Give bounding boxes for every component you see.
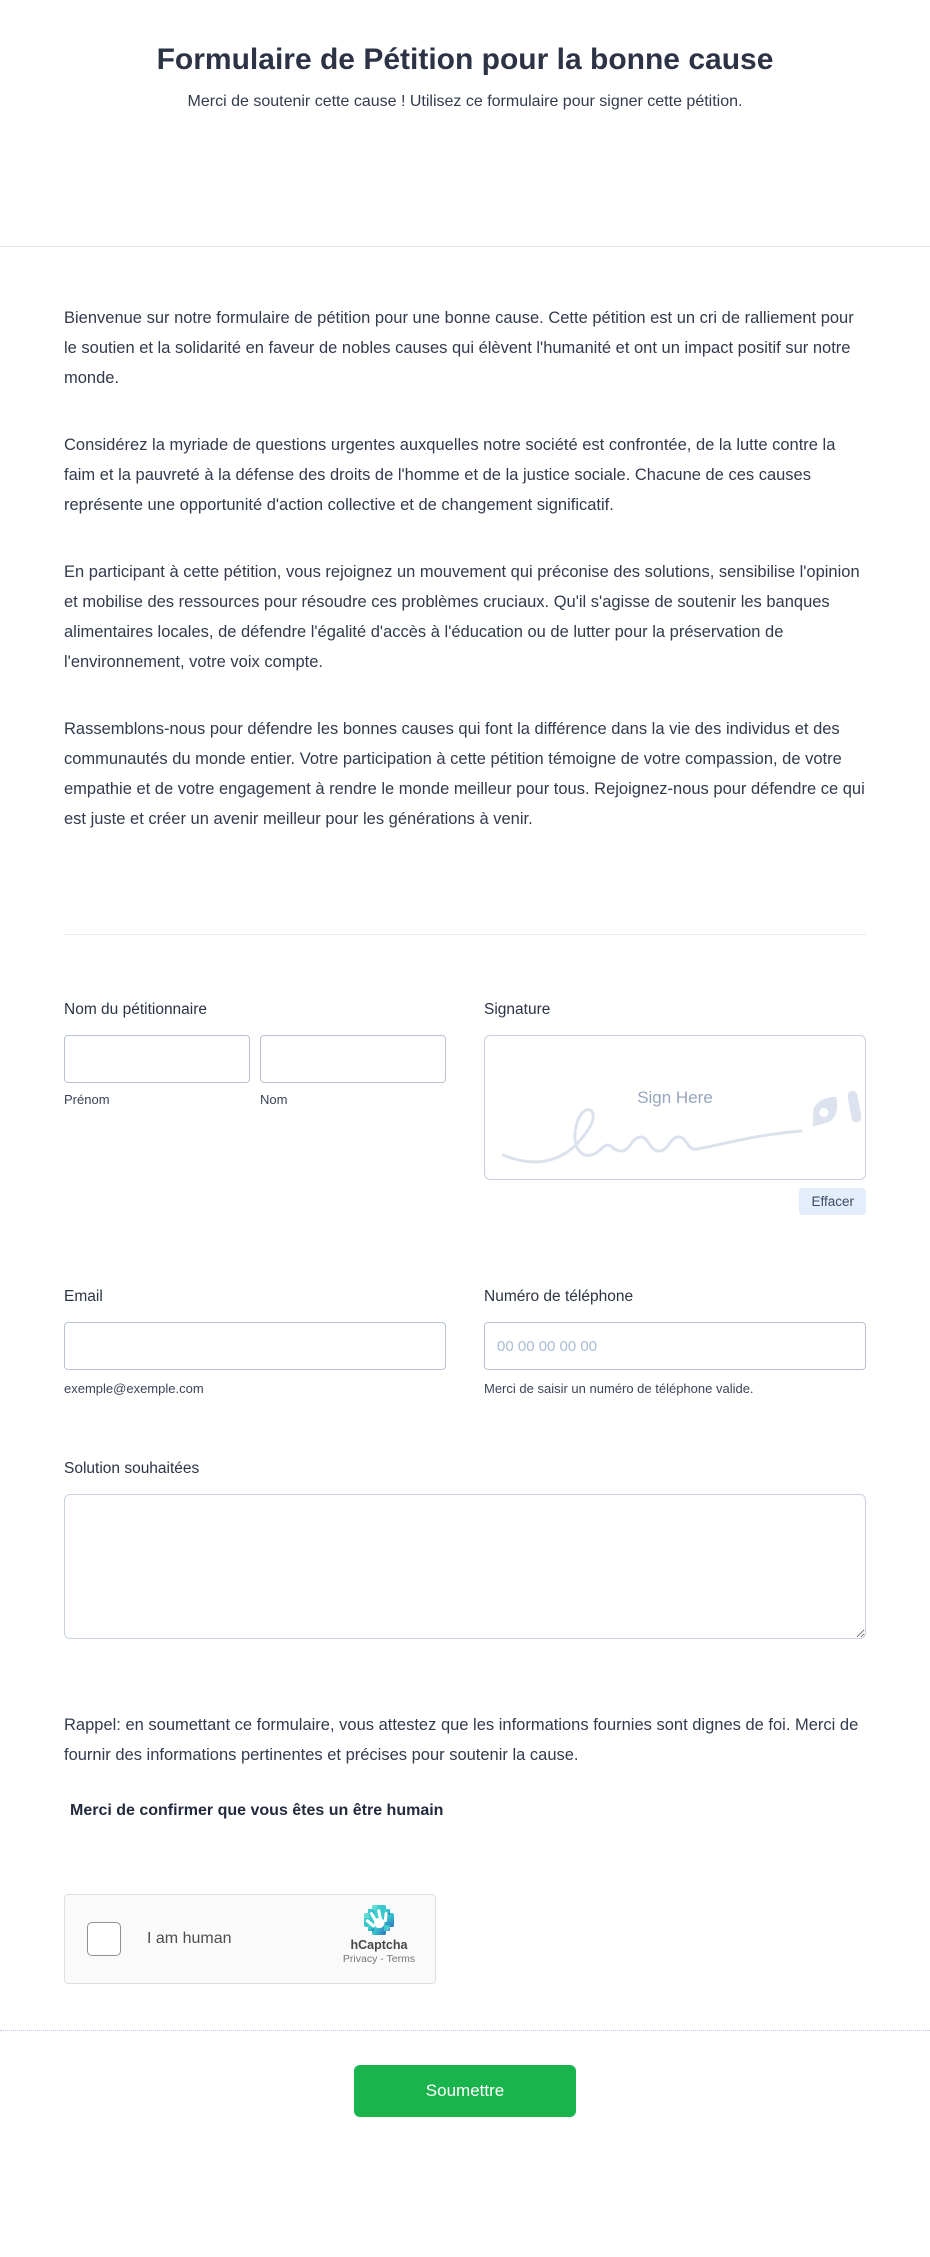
- solution-field-group: [64, 1460, 866, 1644]
- page-title: Formulaire de Pétition pour la bonne cause: [156, 43, 774, 76]
- fields-row-name-signature: [64, 1001, 866, 1215]
- intro-paragraph-3: En participant à cette pétition, vous rejoignez un mouvement qui préconise des solutions, sensibilise l'opinion et mobilise des ressources pour résoudre ces problèmes cruciaux. Qu'il s'agisse de soutenir les banques alimentaires locales, de défendre l'égalité d'accès à l'éducation ou de lutter pour la préservation de l'environnement, votre voix compte.: [64, 563, 860, 671]
- hcaptcha-wordmark: hCaptcha: [350, 1938, 408, 1952]
- intro-text: [64, 303, 866, 834]
- signature-placeholder: Sign Here: [637, 1088, 713, 1107]
- intro-paragraph-1: Bienvenue sur notre formulaire de pétition pour une bonne cause. Cette pétition est un cri de ralliement pour le soutien et la solidarité en faveur de nobles causes qui élèvent l'humanité et ont un impact positif sur notre monde.: [64, 309, 854, 387]
- last-name-sublabel: Nom: [260, 1092, 288, 1107]
- last-name-input[interactable]: [260, 1035, 446, 1083]
- solution-label: Solution souhaitées: [64, 1460, 200, 1477]
- captcha-heading: Merci de confirmer que vous êtes un être humain: [70, 1802, 444, 1819]
- email-input[interactable]: [64, 1322, 446, 1370]
- hcaptcha-checkbox-label: I am human: [147, 1930, 232, 1947]
- intro-paragraph-4: Rassemblons-nous pour défendre les bonnes causes qui font la différence dans la vie des individus et des communautés du monde entier. Votre participation à cette pétition témoigne de votre compassion, de votre empathie et de votre engagement à rendre le monde meilleur pour tous. Rejoignez-nous pour défendre ce qui est juste et créer un avenir meilleur pour les générations à venir.: [64, 720, 865, 828]
- first-name-sublabel: Prénom: [64, 1092, 110, 1107]
- signature-actions: [484, 1188, 866, 1215]
- hcaptcha-widget: [64, 1894, 436, 1984]
- form-footer: [0, 2030, 930, 2175]
- email-field-group: [64, 1288, 446, 1396]
- hcaptcha-logo-icon: [363, 1904, 395, 1936]
- name-inputs: [64, 1035, 446, 1107]
- phone-label: Numéro de téléphone: [484, 1288, 634, 1305]
- pen-nib-icon: [804, 1087, 866, 1149]
- signature-squiggle: [495, 1087, 866, 1173]
- hcaptcha-brand: [337, 1904, 421, 1965]
- last-name-group: [260, 1035, 446, 1107]
- first-name-group: [64, 1035, 250, 1107]
- intro-paragraph-2: Considérez la myriade de questions urgentes auxquelles notre société est confrontée, de la lutte contre la faim et la pauvreté à la défense des droits de l'homme et de la justice sociale. Chacune de ces causes représente une opportunité d'action collective et de changement significatif.: [64, 436, 836, 514]
- email-helper-text: exemple@exemple.com: [64, 1381, 204, 1396]
- signature-label: Signature: [484, 1001, 551, 1018]
- phone-field-group: [484, 1288, 866, 1396]
- form-body: [0, 247, 930, 1984]
- phone-input[interactable]: [484, 1322, 866, 1370]
- email-label: Email: [64, 1288, 103, 1305]
- signature-clear-button[interactable]: Effacer: [799, 1188, 866, 1215]
- fields-row-email-phone: [64, 1288, 866, 1396]
- signature-field: [484, 1001, 866, 1215]
- submit-button[interactable]: Soumettre: [354, 2065, 576, 2117]
- hcaptcha-checkbox[interactable]: [87, 1922, 121, 1956]
- petitioner-name-field: [64, 1001, 446, 1215]
- form-header: [0, 0, 930, 247]
- page-subtitle: Merci de soutenir cette cause ! Utilisez ce formulaire pour signer cette pétition.: [187, 93, 743, 110]
- reminder-text: Rappel: en soumettant ce formulaire, vous attestez que les informations fournies sont dignes de foi. Merci de fournir des informations pertinentes et précises pour soutenir la cause.: [64, 1716, 859, 1764]
- section-divider: [64, 934, 866, 935]
- first-name-input[interactable]: [64, 1035, 250, 1083]
- phone-helper-text: Merci de saisir un numéro de téléphone valide.: [484, 1381, 754, 1396]
- petitioner-name-label: Nom du pétitionnaire: [64, 1001, 208, 1018]
- hcaptcha-privacy-terms-links[interactable]: Privacy - Terms: [342, 1953, 416, 1965]
- signature-pad[interactable]: [484, 1035, 866, 1180]
- solution-textarea[interactable]: [64, 1494, 866, 1639]
